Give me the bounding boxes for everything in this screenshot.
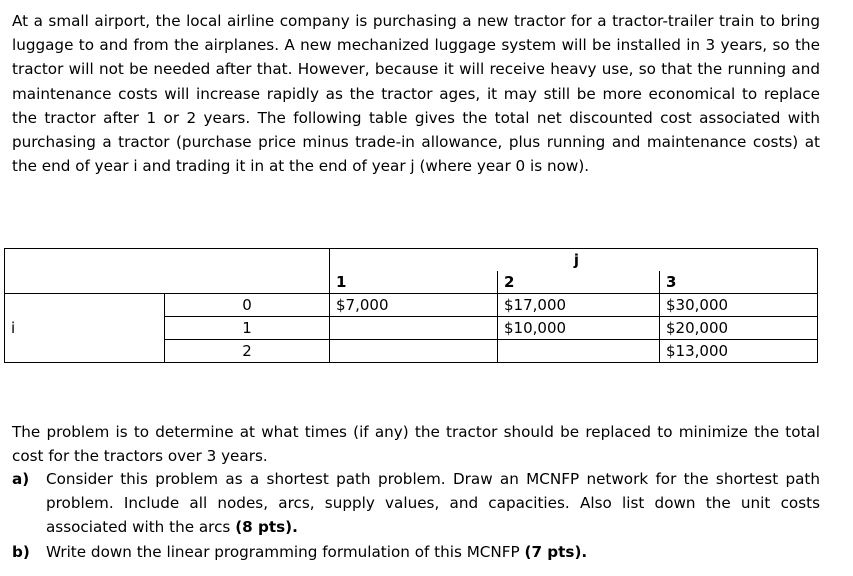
column-header-1: 1 <box>330 271 498 294</box>
cell-0-3: $30,000 <box>660 294 818 317</box>
table-corner-cell <box>5 249 165 272</box>
cell-2-1 <box>330 340 498 363</box>
column-variable-label: j <box>330 249 818 272</box>
intro-paragraph: At a small airport, the local airline company is purchasing a new tractor for a tractor-trailer train to bring luggage to and from the airplanes. A new mechanized luggage system will be installed in 3 years, so the tractor will not be needed after that. However, because it will receive heavy use, so that the running and maintenance costs will increase rapidly as the tractor ages, it may still be more economical to replace the tractor after 1 or 2 years. The following table gives the total net discounted cost associated with purchasing a tractor (purchase price minus trade-in allowance, plus running and maintenance costs) at the end of year i and trading it in at the end of year j (where year 0 is now). <box>12 12 820 176</box>
cell-1-1 <box>330 317 498 340</box>
column-header-2: 2 <box>498 271 660 294</box>
table-row <box>5 271 818 294</box>
question-label: b) <box>12 542 30 561</box>
row-header-1: 1 <box>165 317 330 340</box>
table-corner-cell <box>165 271 330 294</box>
question-list <box>12 467 820 564</box>
question-text: Consider this problem as a shortest path problem. Draw an MCNFP network for the shortest path problem. Include all nodes, arcs, supply values, and capacities. Also list down the unit costs associated with the arcs (8 pts). <box>46 470 820 537</box>
question-label: a) <box>12 470 30 488</box>
column-header-3: 3 <box>660 271 818 294</box>
problem-statement: The problem is to determine at what times (if any) the tractor should be replaced to minimize the total cost for the tractors over 3 years. <box>12 423 820 466</box>
table-corner-cell <box>5 271 165 294</box>
question-text: Write down the linear programming formulation of this MCNFP (7 pts). <box>46 542 588 561</box>
table-row <box>5 249 818 272</box>
row-header-2: 2 <box>165 340 330 363</box>
cell-1-2: $10,000 <box>498 317 660 340</box>
question-a <box>12 467 820 540</box>
table-row <box>5 294 818 317</box>
points-label: (7 pts). <box>524 542 588 561</box>
table-corner-cell <box>165 249 330 272</box>
row-variable-label: i <box>5 294 165 363</box>
cell-1-3: $20,000 <box>660 317 818 340</box>
points-label: (8 pts). <box>235 518 298 537</box>
cell-0-1: $7,000 <box>330 294 498 317</box>
row-header-0: 0 <box>165 294 330 317</box>
cell-2-3: $13,000 <box>660 340 818 363</box>
question-b <box>12 540 820 564</box>
cell-2-2 <box>498 340 660 363</box>
cost-table <box>4 248 818 363</box>
cell-0-2: $17,000 <box>498 294 660 317</box>
